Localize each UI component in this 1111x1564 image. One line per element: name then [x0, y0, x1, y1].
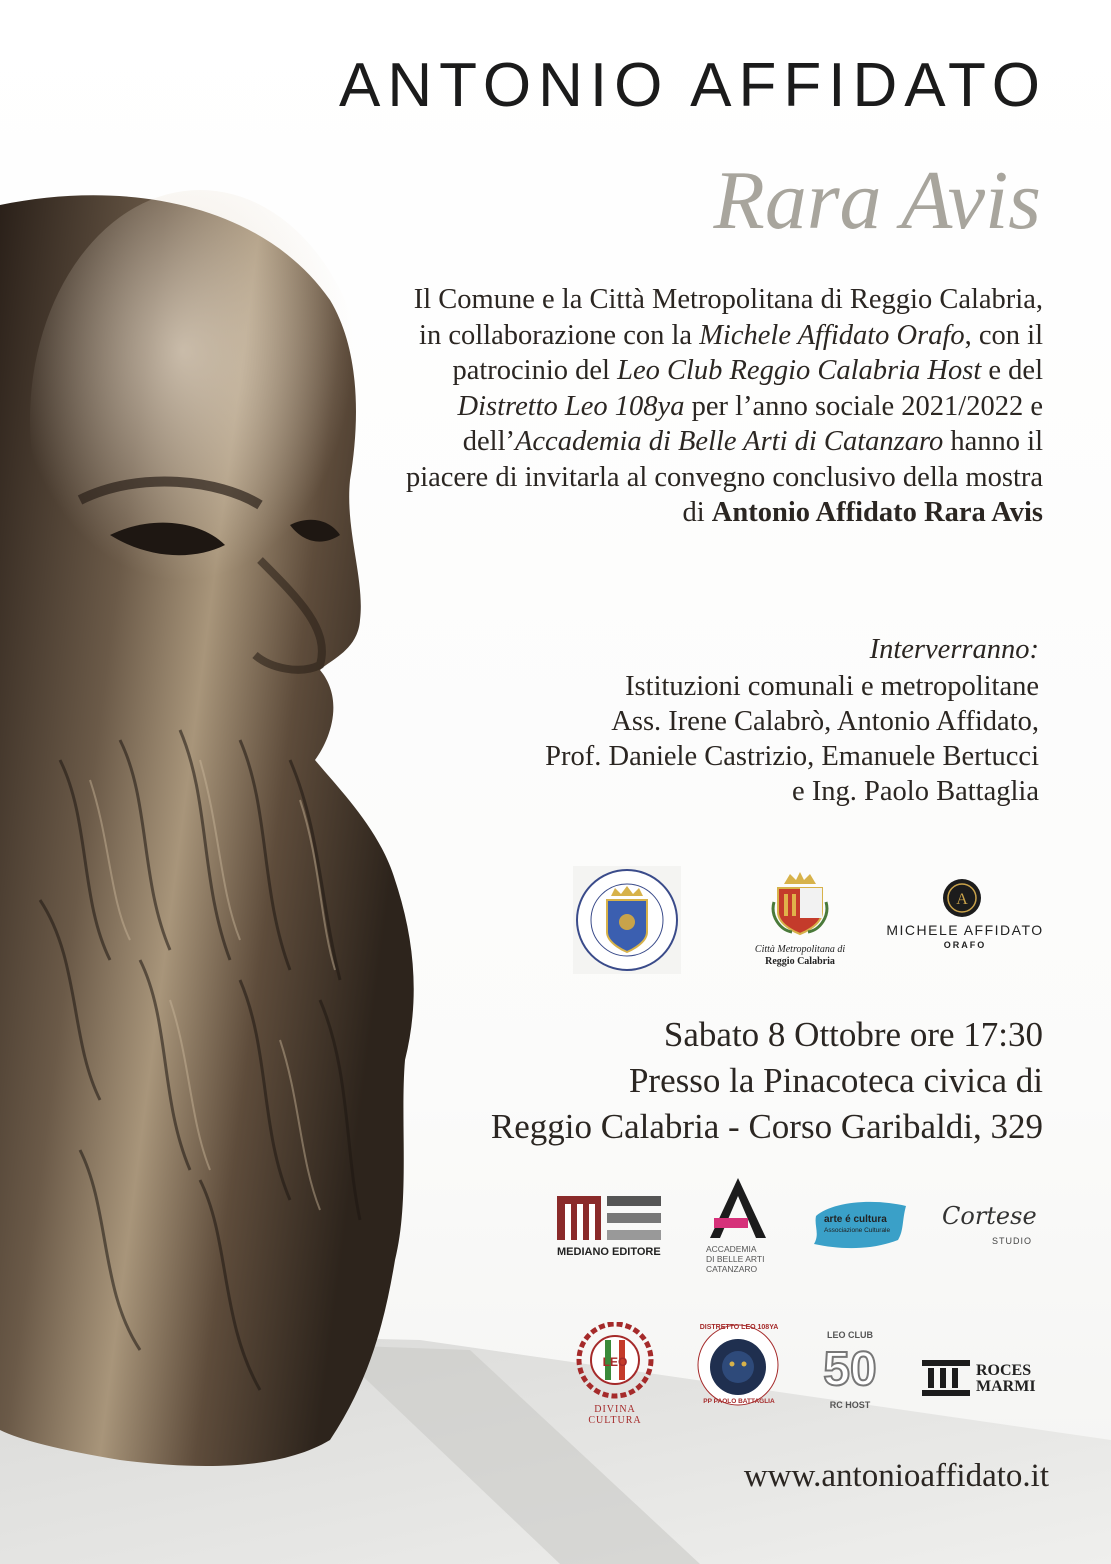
- svg-text:LEO: LEO: [602, 1355, 628, 1369]
- svg-text:A: A: [956, 891, 968, 908]
- mediano-label: MEDIANO EDITORE: [557, 1246, 661, 1258]
- speaker-line: e Ing. Paolo Battaglia: [792, 776, 1039, 807]
- speaker-line: Istituzioni comunali e metropolitane: [625, 671, 1039, 702]
- cortese-sub-label: STUDIO: [992, 1236, 1033, 1246]
- leo-club-rc-host-logo: [810, 1330, 890, 1430]
- intro-text: Il Comune e la Città Metropolitana di Reggio Calabria, in collaborazione con la: [413, 284, 1043, 351]
- intro-text: , con il patrocinio del: [452, 319, 1043, 386]
- mediano-mark-icon: [557, 1196, 661, 1240]
- intro-text: per l’anno sociale 2021/2022 e dell’: [462, 390, 1043, 457]
- divina-line-1: DIVINA: [594, 1404, 636, 1415]
- column-icon: [922, 1360, 970, 1396]
- leo-divina-cultura-logo: [570, 1322, 660, 1432]
- invitation-text: [403, 282, 1043, 531]
- citta-metropolitana-logo: [750, 872, 850, 972]
- accademia-line-3: CATANZARO: [706, 1264, 758, 1274]
- speakers-label: Interverranno:: [869, 634, 1039, 665]
- comune-reggio-seal-logo: [573, 866, 681, 974]
- speakers-block: [545, 632, 1039, 809]
- seal-icon: [573, 866, 681, 974]
- leo-top-label: LEO CLUB: [827, 1330, 873, 1340]
- leo-number: 50: [823, 1343, 877, 1396]
- affidato-sub: ORAFO: [943, 940, 987, 950]
- accademia-line-1: ACCADEMIA: [706, 1244, 757, 1254]
- intro-text: hanno il piacere di invitarla al convegno conclusivo della mostra di: [405, 426, 1043, 528]
- patron-logos: [565, 862, 1055, 977]
- event-address: Reggio Calabria - Corso Garibaldi, 329: [490, 1107, 1043, 1146]
- metro-label-2: Reggio Calabria: [765, 956, 835, 967]
- website-url[interactable]: www.antonioaffidato.it: [743, 1458, 1049, 1494]
- event-details: [491, 1012, 1043, 1150]
- intro-italic: Michele Affidato Orafo: [699, 319, 965, 351]
- laurel-wreath-icon: [575, 1322, 655, 1402]
- speaker-line: Prof. Daniele Castrizio, Emanuele Bertucci: [545, 741, 1039, 772]
- partner-logos: [552, 1178, 1052, 1283]
- intro-text: e del: [981, 355, 1043, 386]
- affidato-name: MICHELE AFFIDATO: [886, 922, 1044, 938]
- roces-label-2: MARMI: [976, 1378, 1036, 1395]
- intro-italic: Leo Club Reggio Calabria Host: [617, 355, 982, 386]
- affidato-monogram-icon: [942, 878, 982, 918]
- cortese-label: Cortese: [942, 1202, 1037, 1230]
- mediano-editore-logo: [557, 1196, 667, 1266]
- event-venue: Presso la Pinacoteca civica di: [628, 1061, 1043, 1100]
- arte-e-cultura-logo: [812, 1196, 912, 1256]
- exhibition-title: Rara Avis: [713, 154, 1041, 247]
- metro-label-1: Città Metropolitana di: [754, 944, 846, 955]
- accademia-line-2: DI BELLE ARTI: [706, 1254, 765, 1264]
- distretto-top-label: DISTRETTO LEO 108YA: [699, 1324, 779, 1331]
- michele-affidato-orafo-logo: [875, 878, 1055, 968]
- accademia-a-icon: [708, 1178, 768, 1240]
- accademia-belle-arti-logo: [702, 1178, 792, 1278]
- intro-bold: Antonio Affidato Rara Avis: [711, 497, 1043, 528]
- artist-name: ANTONIO AFFIDATO: [339, 51, 1047, 120]
- divina-line-2: CULTURA: [588, 1415, 642, 1426]
- arte-sub-label: Associazione Culturale: [824, 1227, 891, 1234]
- roces-label-1: ROCES: [976, 1362, 1032, 1379]
- sponsor-logos: [570, 1322, 1060, 1432]
- distretto-leo-logo: [695, 1322, 785, 1422]
- lion-badge-icon: [695, 1322, 781, 1408]
- intro-italic: Distretto Leo 108ya: [457, 390, 685, 422]
- event-date: Sabato 8 Ottobre ore 17:30: [663, 1015, 1043, 1054]
- speaker-line: Ass. Irene Calabrò, Antonio Affidato,: [611, 706, 1039, 737]
- cortese-studio-logo: [942, 1202, 1042, 1262]
- roces-marmi-logo: [922, 1360, 1052, 1410]
- arte-label: arte é cultura: [824, 1214, 887, 1225]
- metro-crest-icon: [770, 872, 830, 936]
- leo-bottom-label: RC HOST: [829, 1400, 871, 1410]
- distretto-bottom-label: PP PAOLO BATTAGLIA: [703, 1398, 775, 1405]
- intro-italic: Accademia di Belle Arti di Catanzaro: [515, 426, 944, 457]
